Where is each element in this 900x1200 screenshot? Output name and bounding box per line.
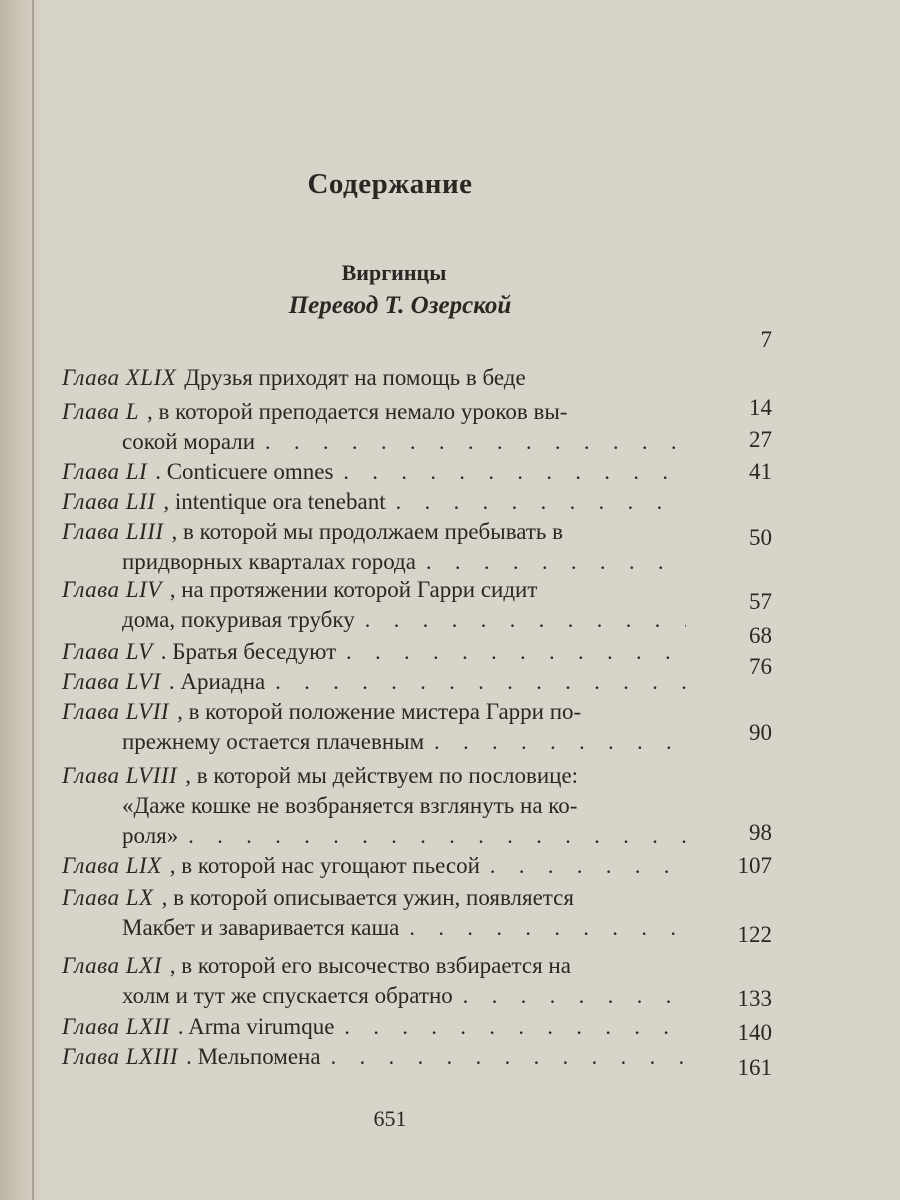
entry-text: . Arma virumque xyxy=(177,1014,335,1039)
page-number: 27 xyxy=(749,427,772,452)
toc-entry xyxy=(62,637,686,667)
page-number: 133 xyxy=(737,986,772,1011)
entry-text: «Даже кошке не возбраняется взглянуть на ко- xyxy=(122,793,578,818)
toc-entry xyxy=(62,761,686,791)
toc-entry xyxy=(62,397,686,427)
entry-text: , в которой положение мистера Гарри по- xyxy=(177,699,582,724)
chapter-label: Глава LVI xyxy=(62,669,161,694)
page-number: 14 xyxy=(749,395,772,420)
chapter-label: Глава LIII xyxy=(62,519,164,544)
folio-page-number: 651 xyxy=(373,1106,407,1131)
page-number: 140 xyxy=(737,1020,772,1045)
toc-entry-continuation xyxy=(122,547,686,577)
toc-entry-continuation xyxy=(122,821,686,851)
entry-text: прежнему остается плачевным xyxy=(122,729,425,754)
chapter-label: Глава LXI xyxy=(62,953,162,978)
leader-dots xyxy=(343,457,686,487)
translator-line: Перевод Т. Озерской xyxy=(288,292,512,319)
chapter-label: Глава LVII xyxy=(62,699,170,724)
chapter-label: Глава LVIII xyxy=(62,763,178,788)
page-number: 41 xyxy=(749,459,772,484)
leader-dots xyxy=(409,913,686,943)
toc-entry xyxy=(62,363,686,393)
entry-text: . Мельпомена xyxy=(186,1044,321,1069)
leader-dots xyxy=(396,487,686,517)
entry-text: . Conticuere omnes xyxy=(155,459,334,484)
chapter-label: Глава L xyxy=(62,399,140,424)
leader-dots xyxy=(188,821,686,851)
page-number: 57 xyxy=(749,589,772,614)
entry-text: . Братья беседуют xyxy=(160,639,337,664)
toc-entry-continuation xyxy=(122,427,686,457)
entry-text: , в которой его высочество взбирается на xyxy=(169,953,571,978)
toc-entry xyxy=(62,697,686,727)
page-number: 122 xyxy=(737,922,772,947)
page-number: 90 xyxy=(749,720,772,745)
entry-text: , в которой мы действуем по пословице: xyxy=(185,763,579,788)
page-title: Содержание xyxy=(307,168,473,200)
toc-entry-continuation xyxy=(122,605,686,635)
chapter-label: Глава LXII xyxy=(62,1014,170,1039)
chapter-label: Глава LX xyxy=(62,885,154,910)
toc-entry xyxy=(62,487,686,517)
chapter-label: Глава XLIX xyxy=(62,365,177,390)
toc-entry-continuation xyxy=(122,981,686,1011)
toc-entry xyxy=(62,1012,686,1042)
page-number: 161 xyxy=(737,1055,772,1080)
page-number: 50 xyxy=(749,525,772,550)
leader-dots xyxy=(265,427,686,457)
entry-text: , в которой преподается немало уроков вы- xyxy=(147,399,568,424)
entry-text: холм и тут же спускается обратно xyxy=(122,983,453,1008)
toc-entry xyxy=(62,517,686,547)
entry-text: , в которой мы продолжаем пребывать в xyxy=(171,519,564,544)
toc-entry xyxy=(62,883,686,913)
toc-entry xyxy=(62,457,686,487)
leader-dots xyxy=(346,637,686,667)
entry-text: Друзья приходят на помощь в беде xyxy=(184,365,526,390)
toc-entry xyxy=(62,851,686,881)
chapter-label: Глава LV xyxy=(62,639,153,664)
chapter-label: Глава LI xyxy=(62,459,148,484)
leader-dots xyxy=(490,851,686,881)
leader-dots xyxy=(434,727,686,757)
leader-dots xyxy=(275,667,686,697)
entry-text: , на протяжении которой Гарри сидит xyxy=(169,577,538,602)
chapter-label: Глава LIV xyxy=(62,577,162,602)
entry-text: . Ариадна xyxy=(168,669,266,694)
toc-entry xyxy=(62,575,686,605)
entry-text: , в которой нас угощают пьесой xyxy=(169,853,480,878)
entry-text: роля» xyxy=(122,823,179,848)
entry-text: , в которой описывается ужин, появляется xyxy=(161,885,574,910)
leader-dots xyxy=(365,605,686,635)
toc-entry xyxy=(62,667,686,697)
chapter-label: Глава LIX xyxy=(62,853,162,878)
entry-text: придворных кварталах города xyxy=(122,549,416,574)
entry-text: дома, покуривая трубку xyxy=(122,607,355,632)
page-number: 107 xyxy=(737,853,772,878)
leader-dots xyxy=(463,981,686,1011)
toc-entry-continuation xyxy=(122,791,686,821)
toc-entry-continuation xyxy=(122,727,686,757)
chapter-label: Глава LII xyxy=(62,489,156,514)
leader-dots xyxy=(426,547,686,577)
chapter-label: Глава LXIII xyxy=(62,1044,179,1069)
toc-entry xyxy=(62,1042,686,1072)
page-number: 98 xyxy=(749,820,772,845)
section-title: Виргинцы xyxy=(341,260,447,285)
toc-entry xyxy=(62,951,686,981)
leader-dots xyxy=(331,1042,686,1072)
page-number: 68 xyxy=(749,623,772,648)
page-number: 76 xyxy=(749,654,772,679)
entry-text: сокой морали xyxy=(122,429,256,454)
toc-entry-continuation xyxy=(122,913,686,943)
page-number: 7 xyxy=(760,327,772,352)
entry-text: Макбет и заваривается каша xyxy=(122,915,400,940)
entry-text: , intentique ora tenebant xyxy=(163,489,386,514)
leader-dots xyxy=(344,1012,686,1042)
